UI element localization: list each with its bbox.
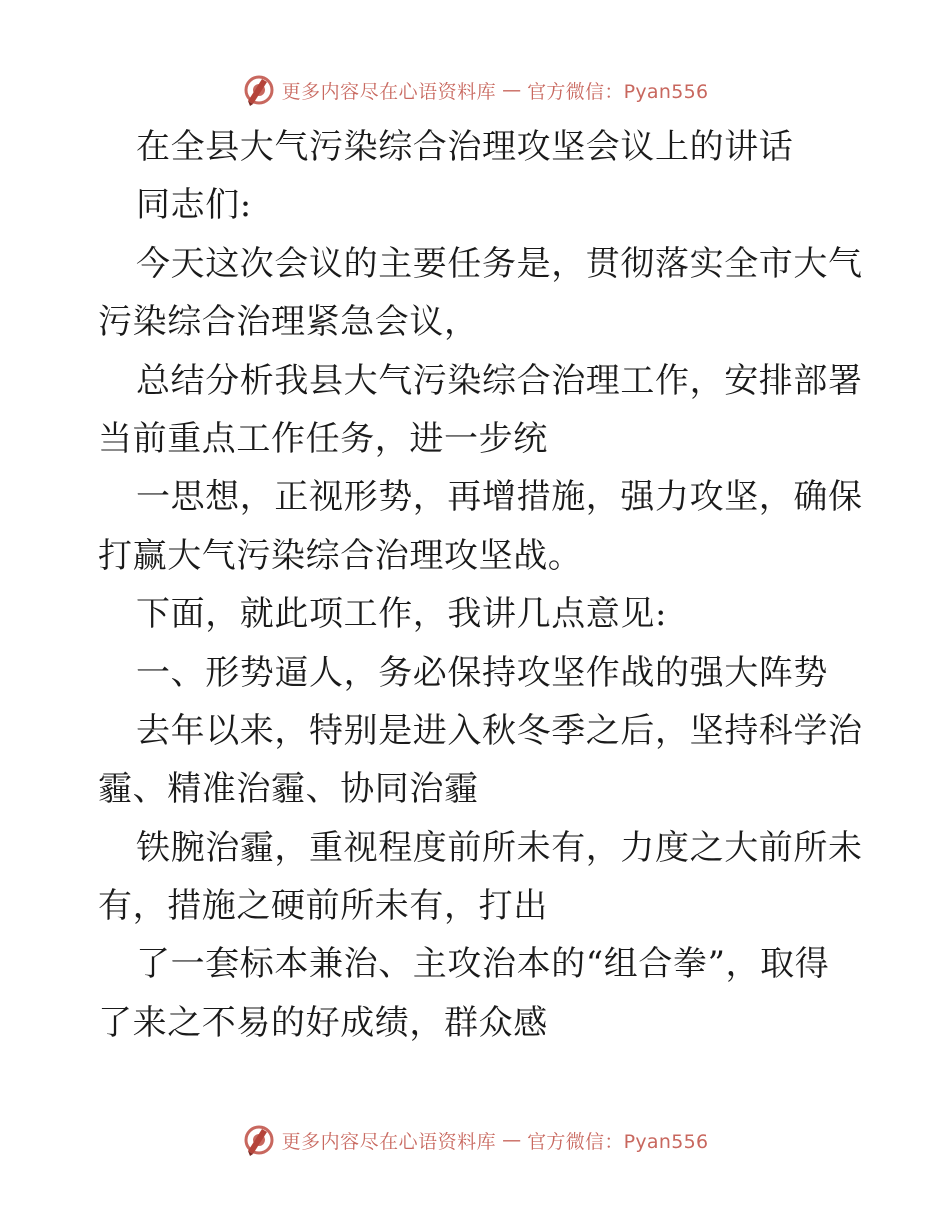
text-line: 污染综合治理紧急会议， (98, 302, 479, 343)
header-dash: — (502, 79, 522, 101)
pen-logo-icon (242, 1123, 276, 1157)
document-title: 在全县大气污染综合治理攻坚会议上的讲话 (136, 127, 794, 167)
header-contact-text: 官方微信：Pyan556 (527, 80, 709, 103)
pen-logo-icon (242, 73, 276, 107)
text-line: 今天这次会议的主要任务是，贯彻落实全市大气 (136, 243, 863, 284)
text-line: 了一套标本兼治、主攻治本的“组合拳”，取得 (136, 944, 830, 985)
footer-brand-text: 更多内容尽在心语资料库 (281, 1130, 497, 1153)
footer-banner (0, 1120, 950, 1160)
salutation: 同志们: (136, 185, 252, 226)
text-line: 铁腕治霾，重视程度前所未有，力度之大前所未 (136, 827, 863, 868)
header-brand-text: 更多内容尽在心语资料库 (281, 80, 497, 103)
text-line: 有，措施之硬前所未有，打出 (98, 886, 548, 927)
text-line: 打赢大气污染综合治理攻坚战。 (98, 535, 583, 576)
text-line: 去年以来，特别是进入秋冬季之后，坚持科学治 (136, 710, 863, 751)
document-body (98, 118, 863, 1052)
text-line: 总结分析我县大气污染综合治理工作，安排部署 (136, 360, 863, 401)
footer-contact-text: 官方微信：Pyan556 (527, 1130, 709, 1153)
text-line: 霾、精准治霾、协同治霾 (98, 769, 479, 810)
text-line: 下面，就此项工作，我讲几点意见: (136, 594, 668, 635)
footer-dash: — (502, 1129, 522, 1151)
section-heading: 一、形势逼人，务必保持攻坚作战的强大阵势 (136, 652, 828, 693)
header-banner (0, 70, 950, 110)
text-line: 一思想，正视形势，再增措施，强力攻坚，确保 (136, 477, 863, 518)
text-line: 了来之不易的好成绩，群众感 (98, 1002, 548, 1043)
text-line: 当前重点工作任务，进一步统 (98, 418, 548, 459)
